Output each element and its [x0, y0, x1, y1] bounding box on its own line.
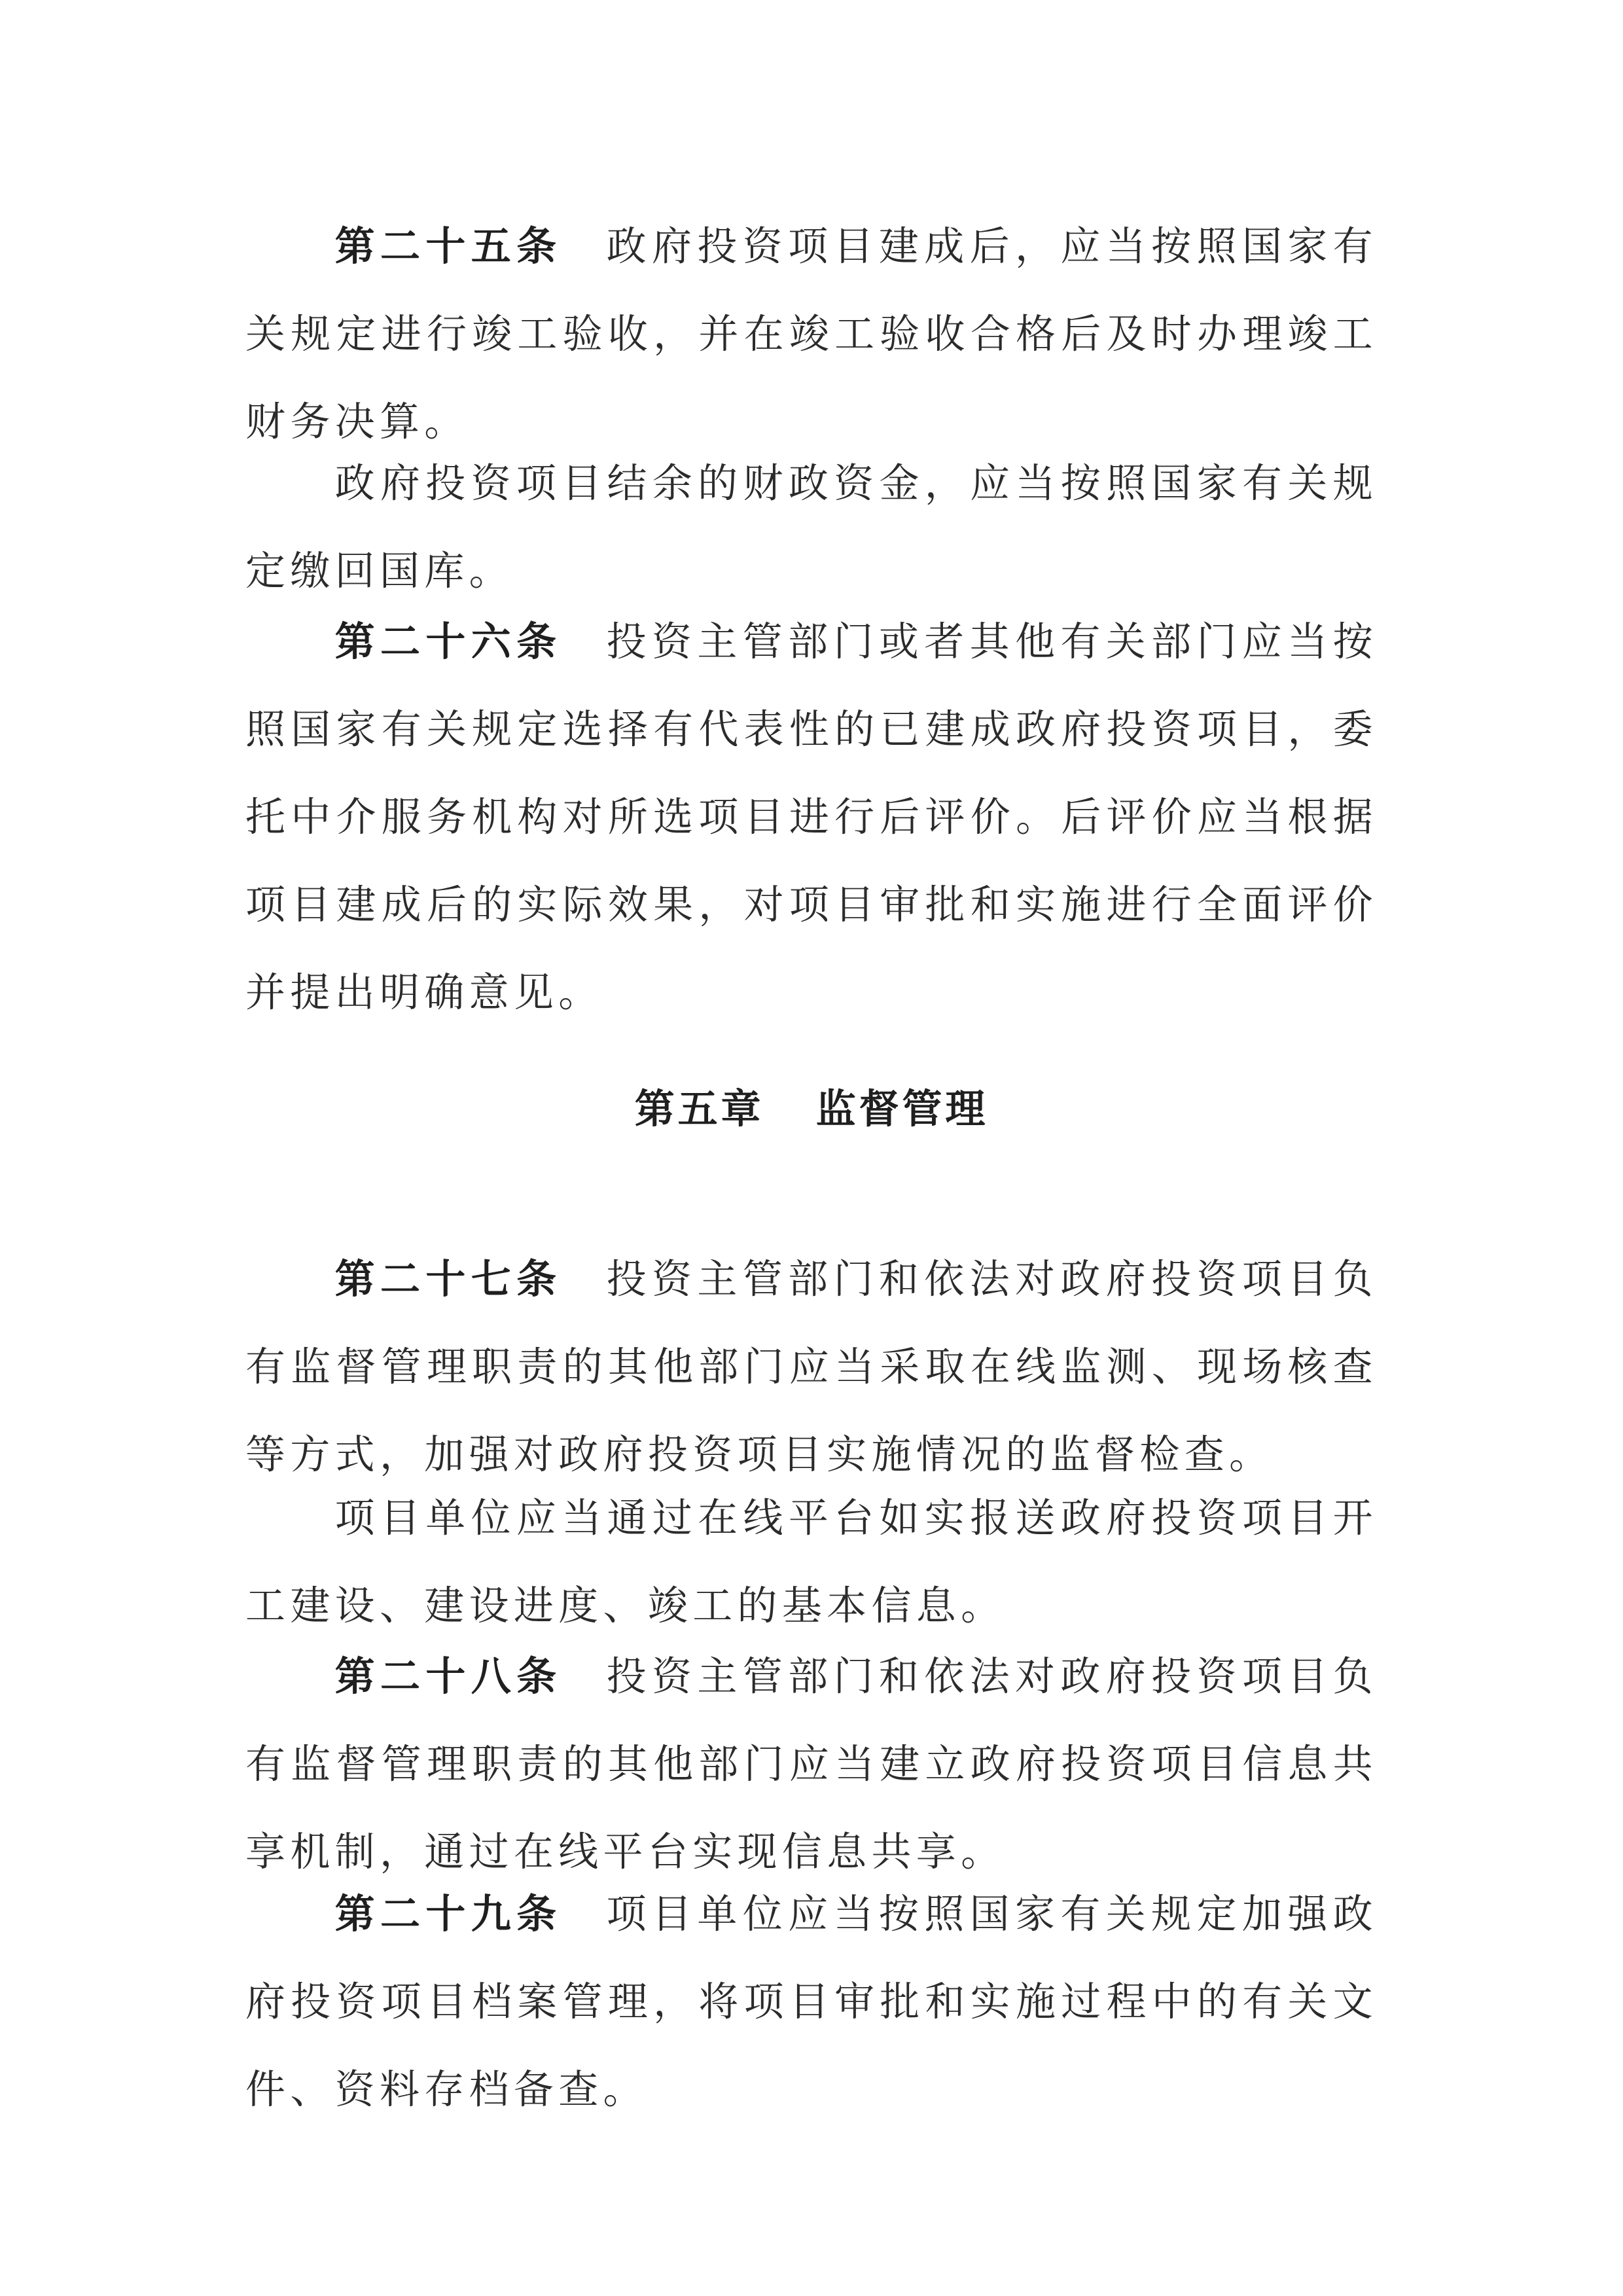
chapter-title: 监督管理 — [815, 1086, 989, 1132]
article-28-text: 投资主管部门和依法对政府投资项目负有监督管理职责的其他部门应当建立政府投资项目信息共享机制，通过在线平台实现信息共享。 — [245, 1653, 1378, 1875]
article-26-text: 投资主管部门或者其他有关部门应当按照国家有关规定选择有代表性的已建成政府投资项目，委托中介服务机构对所选项目进行后评价。后评价应当根据项目建成后的实际效果，对项目审批和实施进行全面评价并提出明确意见。 — [245, 619, 1378, 1016]
chapter-heading — [0, 1066, 1623, 1153]
article-25-paragraph-2: 政府投资项目结余的财政资金，应当按照国家有关规定缴回国库。 — [245, 460, 1378, 594]
article-29-label: 第二十九条 — [334, 1891, 562, 1937]
article-27-text: 投资主管部门和依法对政府投资项目负有监督管理职责的其他部门应当采取在线监测、现场核查等方式，加强对政府投资项目实施情况的监督检查。 — [245, 1256, 1378, 1478]
article-25 — [245, 203, 1378, 466]
article-29-text: 项目单位应当按照国家有关规定加强政府投资项目档案管理，将项目审批和实施过程中的有关文件、资料存档备查。 — [245, 1891, 1378, 2113]
article-26-label: 第二十六条 — [334, 619, 562, 665]
article-26 — [245, 598, 1378, 1037]
chapter-number: 第五章 — [634, 1086, 764, 1132]
article-25-text: 政府投资项目建成后，应当按照国家有关规定进行竣工验收，并在竣工验收合格后及时办理竣工财务决算。 — [245, 223, 1378, 445]
article-27 — [245, 1236, 1378, 1499]
article-28 — [245, 1633, 1378, 1896]
article-27-label: 第二十七条 — [334, 1256, 562, 1302]
article-29 — [245, 1871, 1378, 2134]
article-27-paragraph-2: 项目单位应当通过在线平台如实报送政府投资项目开工建设、建设进度、竣工的基本信息。 — [245, 1495, 1378, 1629]
article-28-label: 第二十八条 — [334, 1653, 562, 1700]
article-25-label: 第二十五条 — [334, 223, 562, 270]
